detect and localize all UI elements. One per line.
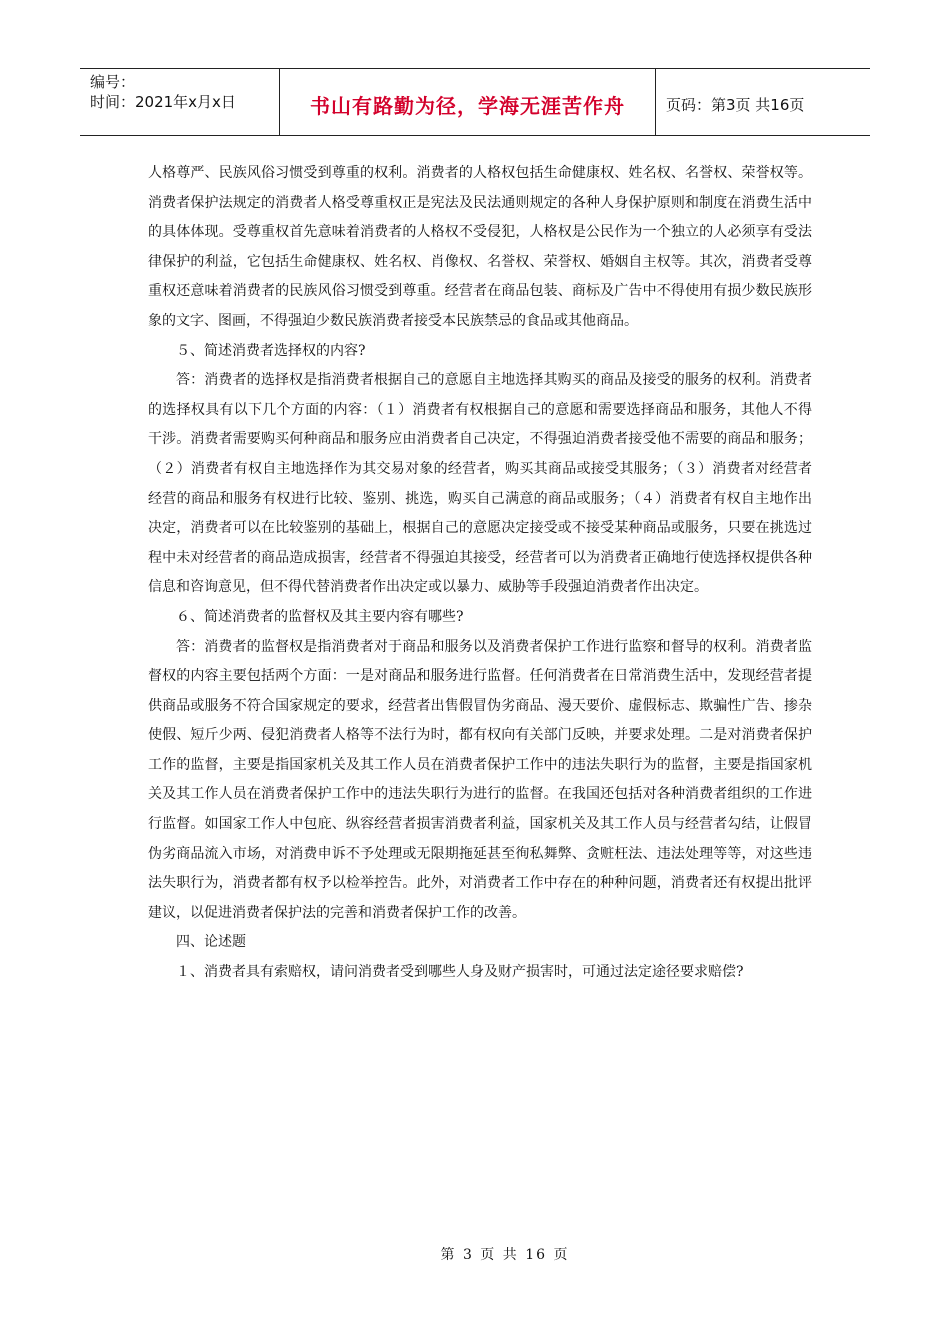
- question-heading: ６、简述消费者的监督权及其主要内容有哪些?: [176, 608, 464, 625]
- document-number-label: 编号：: [90, 73, 136, 91]
- question-heading: １、消费者具有索赔权，请问消费者受到哪些人身及财产损害时，可通过法定途径要求赔偿?: [176, 964, 744, 981]
- header-page-label: 页码：第3页 共16页: [666, 95, 805, 114]
- document-body: [148, 159, 812, 988]
- answer-paragraph: 答：消费者的选择权是指消费者根据自己的意愿自主地选择其购买的商品及接受的服务的权利。消费者的选择权具有以下几个方面的内容：（１）消费者有权根据自己的意愿和需要选择商品和服务，其他人不得干涉。消费者需要购买何种商品和服务应由消费者自己决定，不得强迫消费者接受他不需要的商品和服务；（２）消费者有权自主地选择作为其交易对象的经营者，购买其商品或接受其服务；（３）消费者对经营者经营的商品和服务有权进行比较、鉴别、挑选，购买自己满意的商品或服务；（４）消费者有权自主地作出决定，消费者可以在比较鉴别的基础上，根据自己的意愿决定接受或不接受某种商品或服务，只要在挑选过程中未对经营者的商品造成损害，经营者不得强迫其接受，经营者可以为消费者正确地行使选择权提供各种信息和咨询意见，但不得代替消费者作出决定或以暴力、威胁等手段强迫消费者作出决定。: [148, 372, 812, 596]
- header-motto: 书山有路勤为径，学海无涯苦作舟: [280, 69, 656, 135]
- page-footer: 第 3 页 共 16 页: [440, 1247, 570, 1263]
- paragraph: 人格尊严、民族风俗习惯受到尊重的权利。消费者的人格权包括生命健康权、姓名权、名誉权、荣誉权等。消费者保护法规定的消费者人格受尊重权正是宪法及民法通则规定的各种人身保护原则和制度在消费生活中的具体体现。受尊重权首先意味着消费者的人格权不受侵犯，人格权是公民作为一个独立的人必须享有受法律保护的利益，它包括生命健康权、姓名权、肖像权、名誉权、荣誉权、婚姻自主权等。其次，消费者受尊重权还意味着消费者的民族风俗习惯受到尊重。经营者在商品包装、商标及广告中不得使用有损少数民族形象的文字、图画，不得强迫少数民族消费者接受本民族禁忌的食品或其他商品。: [148, 165, 812, 329]
- question-heading: ５、简述消费者选择权的内容?: [176, 342, 366, 359]
- header-info-cell: [80, 69, 280, 135]
- page-header: [80, 68, 870, 136]
- answer-paragraph: 答：消费者的监督权是指消费者对于商品和服务以及消费者保护工作进行监察和督导的权利。消费者监督权的内容主要包括两个方面：一是对商品和服务进行监督。任何消费者在日常消费生活中，发现经营者提供商品或服务不符合国家规定的要求，经营者出售假冒伪劣商品、漫天要价、虚假标志、欺骗性广告、掺杂使假、短斤少两、侵犯消费者人格等不法行为时，都有权向有关部门反映，并要求处理。二是对消费者保护工作的监督，主要是指国家机关及其工作人员在消费者保护工作中的违法失职行为的监督，主要是指国家机关及其工作人员在消费者保护工作中的违法失职行为进行的监督。在我国还包括对各种消费者组织的工作进行监督。如国家工作人中包庇、纵容经营者损害消费者利益，国家机关及其工作人员与经营者勾结，让假冒伪劣商品流入市场，对消费申诉不予处理或无限期拖延甚至徇私舞弊、贪赃枉法、违法处理等等，对这些违法失职行为，消费者都有权予以检举控告。此外，对消费者工作中存在的种种问题，消费者还有权提出批评建议，以促进消费者保护法的完善和消费者保护工作的改善。: [148, 638, 812, 921]
- document-date-label: 时间：2021年x月x日: [90, 93, 236, 111]
- section-heading: 四、论述题: [176, 934, 246, 951]
